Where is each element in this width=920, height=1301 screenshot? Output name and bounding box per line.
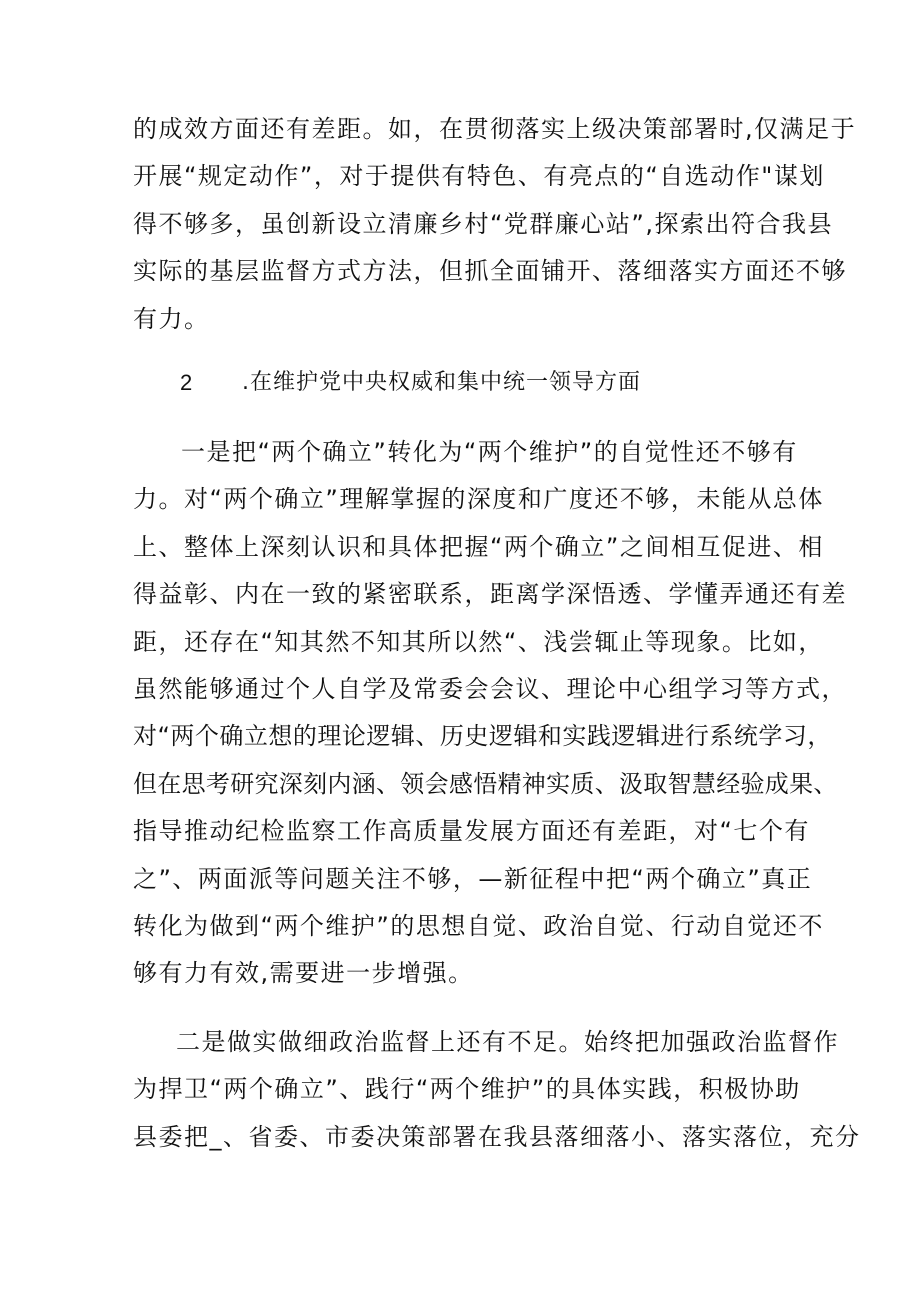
paragraph-two-line-2: 为捍卫“两个确立”、践行“两个维护”的具体实践，积极协助	[133, 1075, 801, 1103]
paragraph-one-line-10: 之”、两面派等问题关注不够，—新征程中把“两个确立”真正	[133, 865, 813, 893]
paragraph-one-line-6: 虽然能够通过个人自学及常委会会议、理论中心组学习等方式，	[133, 675, 847, 703]
section-heading-number: 2	[180, 370, 193, 395]
paragraph-one-line-12: 够有力有效,需要进一步增强。	[133, 959, 474, 987]
paragraph-one-line-1: 一是把“两个确立”转化为“两个维护”的自觉性还不够有	[181, 438, 798, 466]
paragraph-two-line-1: 二是做实做细政治监督上还有不足。始终把加强政治监督作	[176, 1028, 839, 1056]
intro-line-5: 有力。	[133, 305, 210, 333]
paragraph-one-line-7: 对“两个确立想的理论逻辑、历史逻辑和实践逻辑进行系统学习，	[133, 722, 832, 750]
paragraph-one-line-11: 转化为做到“两个维护”的思想自觉、政治自觉、行动自觉还不	[133, 912, 824, 940]
intro-line-1: 的成效方面还有差距。如，在贯彻落实上级决策部署时,仅满足于	[133, 115, 857, 143]
paragraph-two-line-3: 县委把_、省委、市委决策部署在我县落细落小、落实落位，充分	[133, 1123, 861, 1151]
paragraph-one-line-4: 得益彰、内在一致的紧密联系，距离学深悟透、学懂弄通还有差	[133, 580, 847, 608]
paragraph-one-line-9: 指导推动纪检监察工作高质量发展方面还有差距，对“七个有	[133, 817, 810, 845]
paragraph-one-line-2: 力。对“两个确立”理解掌握的深度和广度还不够，未能从总体	[133, 485, 824, 513]
intro-line-3: 得不够多，虽创新设立清廉乡村“党群廉心站”,探索出符合我县	[133, 210, 833, 238]
paragraph-one-line-3: 上、整体上深刻认识和具体把握“两个确立”之间相互促进、相	[133, 533, 824, 561]
intro-line-4: 实际的基层监督方式方法，但抓全面铺开、落细落实方面还不够	[133, 257, 847, 285]
paragraph-one-line-5: 距，还存在“知其然不知其所以然“、浅尝辄止等现象。比如，	[133, 628, 824, 656]
section-heading-title: .在维护党中央权威和集中统一领导方面	[242, 370, 641, 395]
intro-line-2: 开展“规定动作”，对于提供有特色、有亮点的“自选动作"谋划	[133, 162, 825, 190]
paragraph-one-line-8: 但在思考研究深刻内涵、领会感悟精神实质、汲取智慧经验成果、	[133, 770, 838, 798]
